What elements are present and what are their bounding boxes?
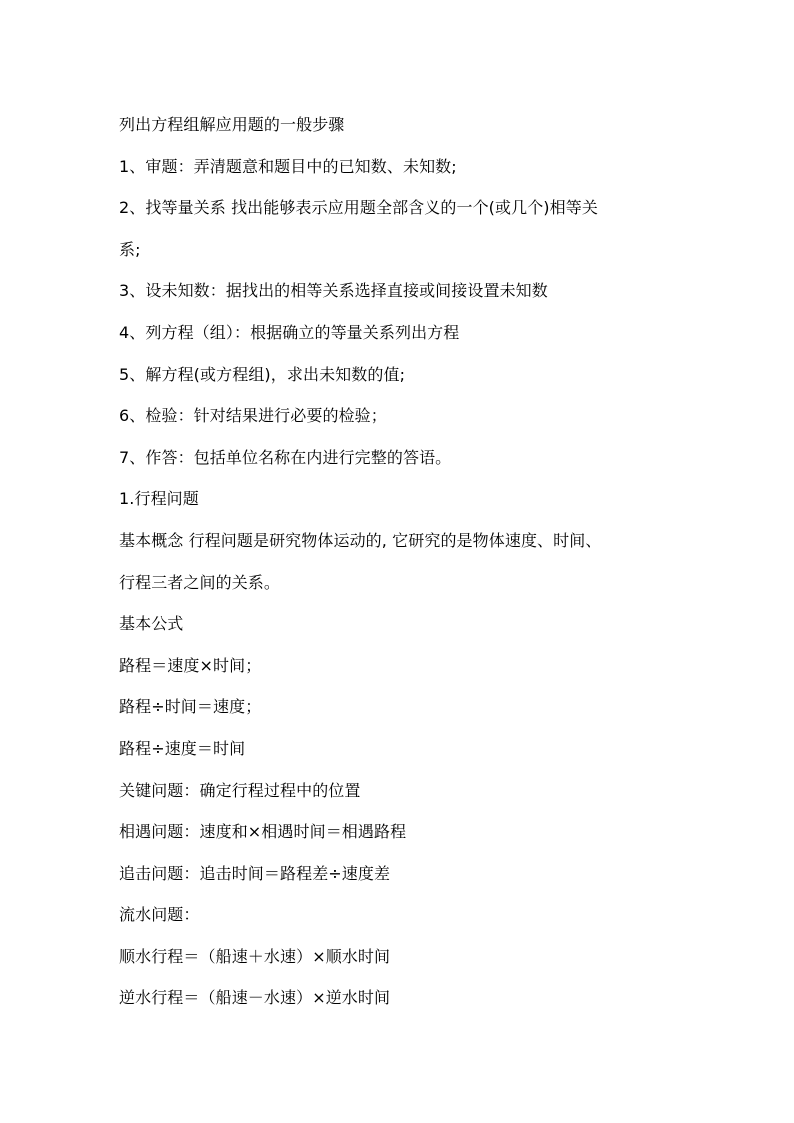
downstream-formula: 顺水行程＝（船速＋水速）×顺水时间 xyxy=(119,946,391,966)
step-3: 3、设未知数：据找出的相等关系选择直接或间接设置未知数 xyxy=(119,281,548,301)
current-problem-heading: 流水问题： xyxy=(119,905,200,925)
formula-speed: 路程÷时间＝速度； xyxy=(119,697,262,717)
formula-distance: 路程＝速度×时间； xyxy=(119,655,262,675)
basic-formulas-heading: 基本公式 xyxy=(119,614,184,634)
upstream-formula: 逆水行程＝（船速－水速）×逆水时间 xyxy=(119,988,391,1008)
formula-time: 路程÷速度＝时间 xyxy=(119,738,246,758)
step-7: 7、作答：包括单位名称在内进行完整的答语。 xyxy=(119,447,452,467)
section-heading-travel: 1.行程问题 xyxy=(119,489,199,509)
chasing-problem: 追击问题：追击时间＝路程差÷速度差 xyxy=(119,863,391,883)
step-2: 2、找等量关系 找出能够表示应用题全部含义的一个(或几个)相等关 xyxy=(119,198,598,218)
basic-concept-continuation: 行程三者之间的关系。 xyxy=(119,572,281,592)
step-2-continuation: 系; xyxy=(119,239,141,259)
section-title-steps: 列出方程组解应用题的一般步骤 xyxy=(119,115,345,134)
step-1: 1、审题：弄清题意和题目中的已知数、未知数; xyxy=(119,156,457,176)
step-5: 5、解方程(或方程组)，求出未知数的值; xyxy=(119,364,406,384)
step-6: 6、检验：针对结果进行必要的检验； xyxy=(119,406,387,426)
document-body xyxy=(119,104,685,1019)
step-4: 4、列方程（组）：根据确立的等量关系列出方程 xyxy=(119,322,460,342)
meeting-problem: 相遇问题：速度和×相遇时间＝相遇路程 xyxy=(119,822,407,842)
key-problem: 关键问题：确定行程过程中的位置 xyxy=(119,780,361,800)
basic-concept: 基本概念 行程问题是研究物体运动的, 它研究的是物体速度、时间、 xyxy=(119,530,602,550)
